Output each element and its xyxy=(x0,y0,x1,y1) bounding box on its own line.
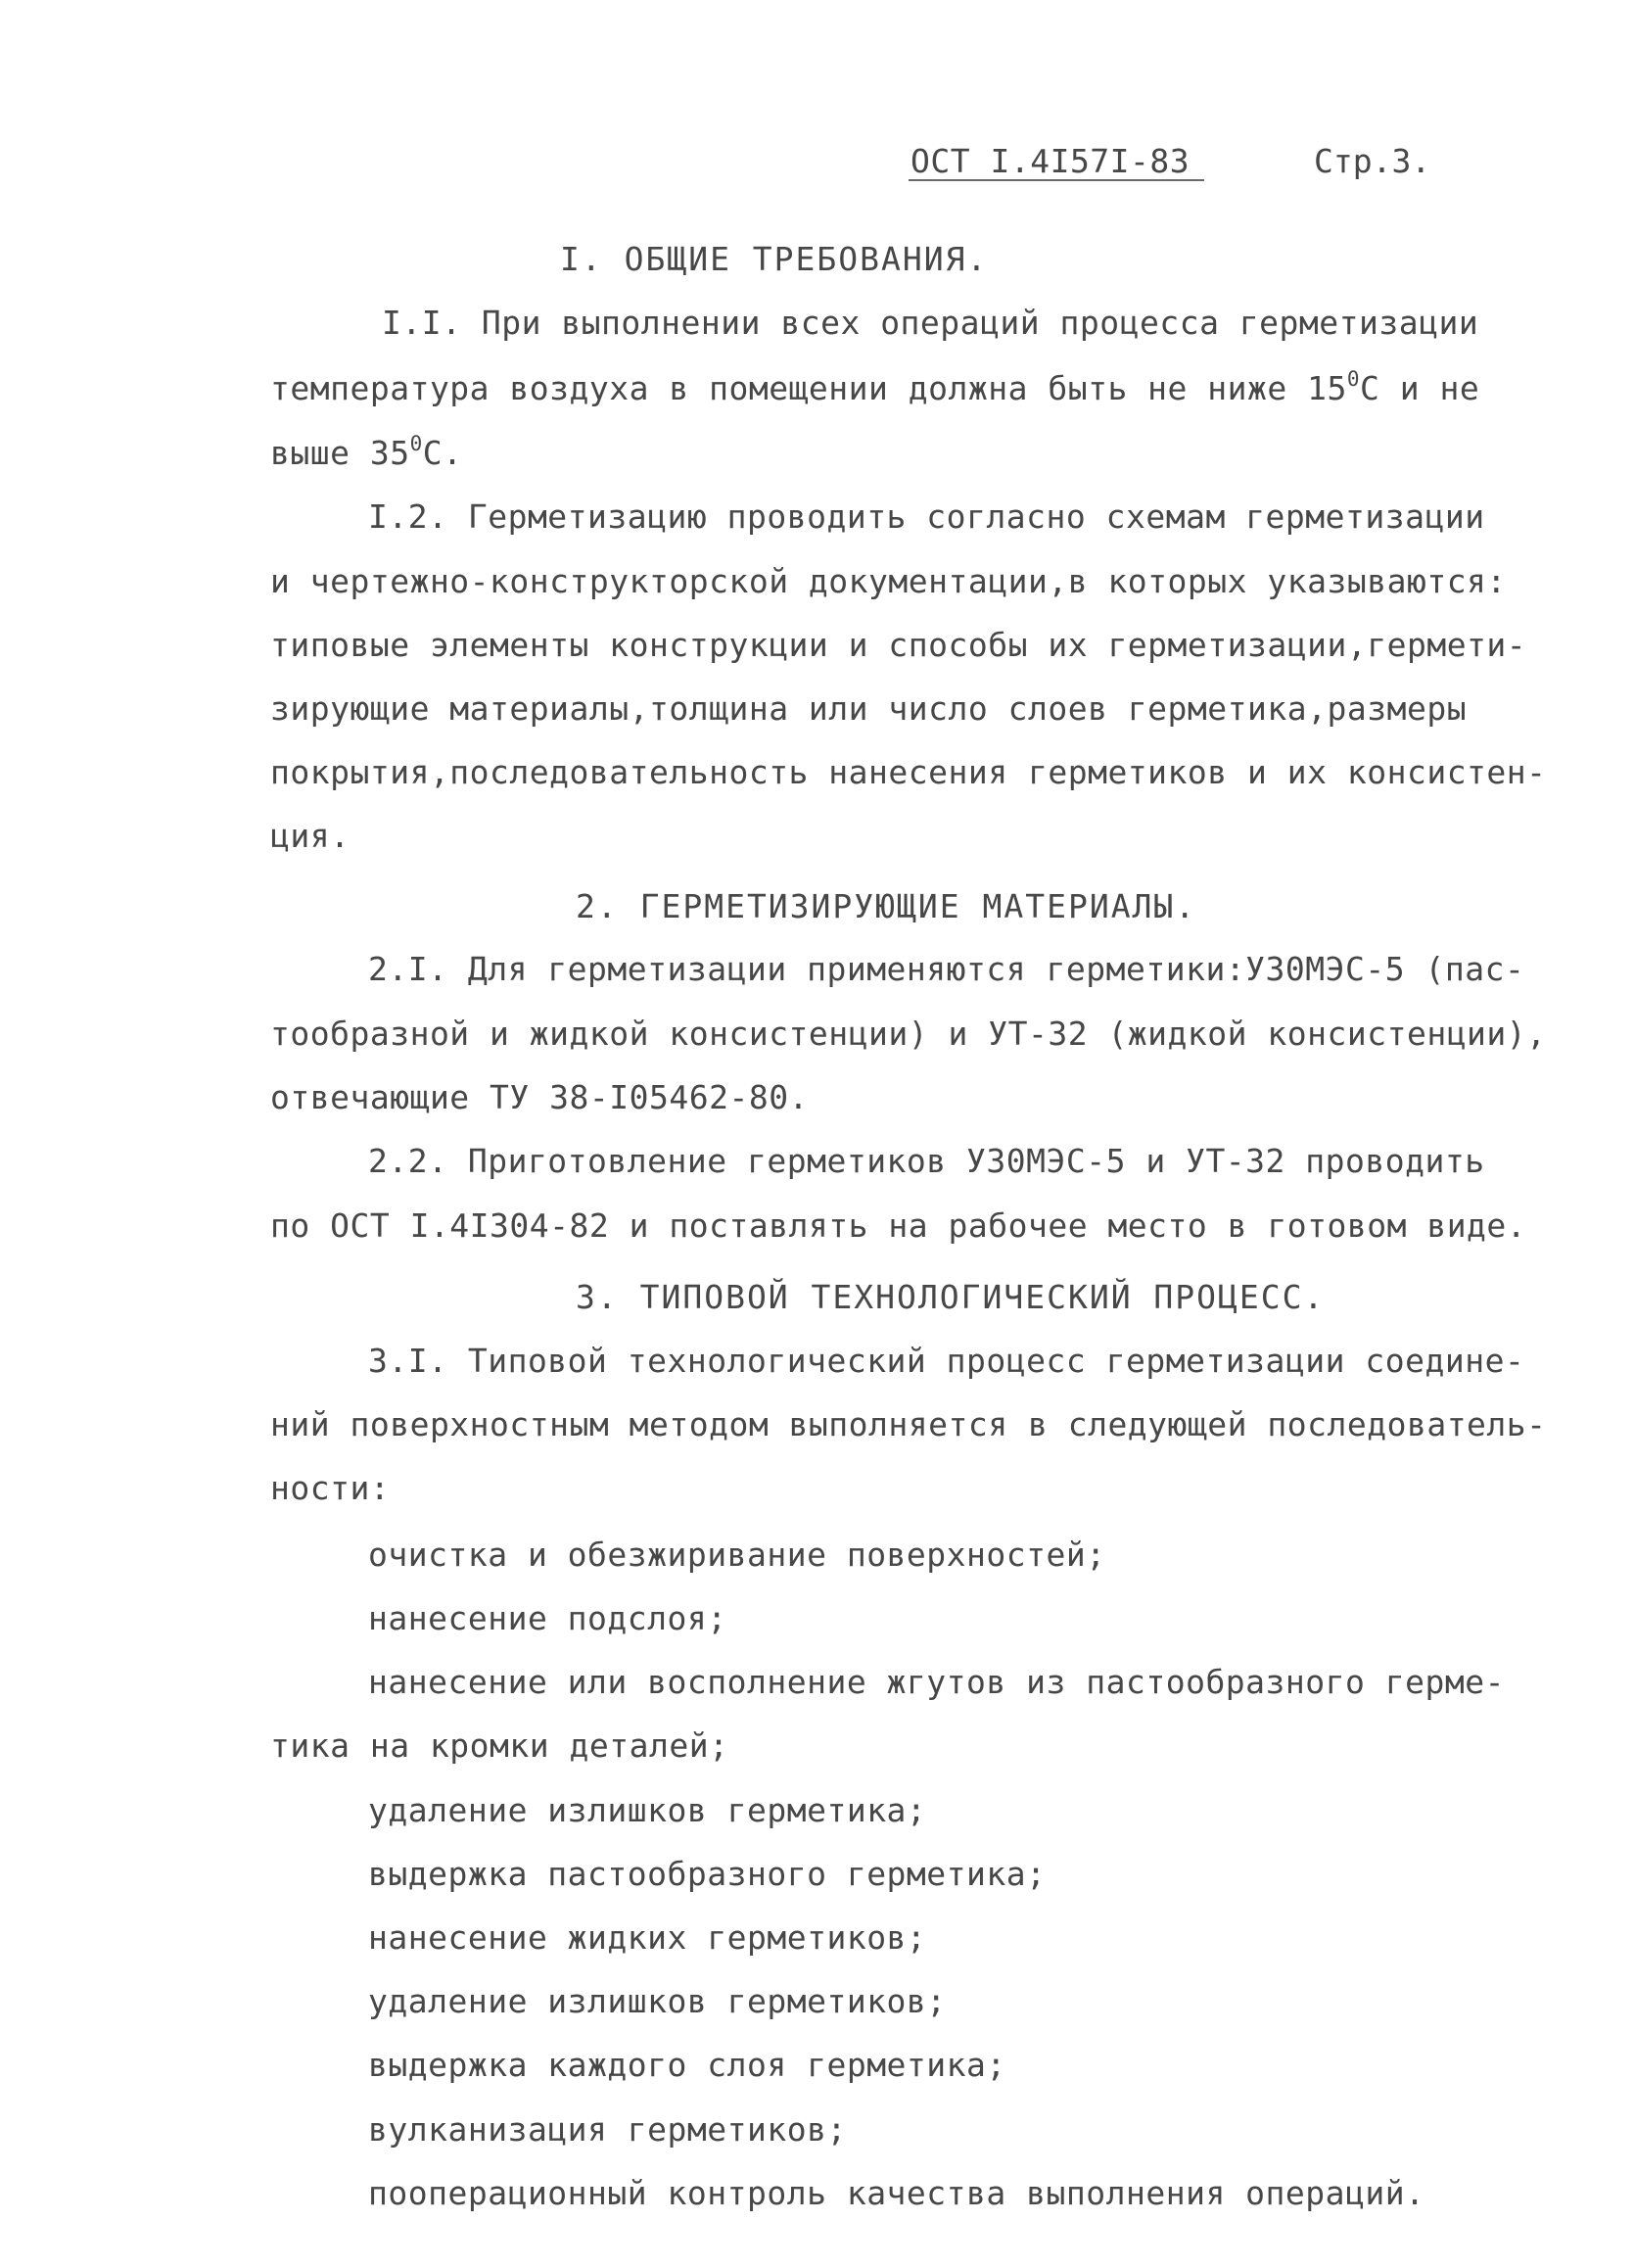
process-step: тика на кромки деталей; xyxy=(270,1726,729,1765)
paragraph-1-2-line: ция. xyxy=(270,817,350,855)
process-step: пооперационный контроль качества выполнения операций. xyxy=(368,2174,1425,2212)
section-1-title: I. ОБЩИЕ ТРЕБОВАНИЯ. xyxy=(560,240,989,278)
paragraph-1-2-line: и чертежно-конструкторской документации,в которых указываются: xyxy=(270,562,1507,600)
process-step: очистка и обезжиривание поверхностей; xyxy=(368,1536,1106,1574)
process-step: выдержка каждого слоя герметика; xyxy=(368,2046,1006,2084)
process-step: нанесение подслоя; xyxy=(368,1599,727,1637)
paragraph-2-2-line: по ОСТ I.4I304-82 и поставлять на рабочее место в готовом виде. xyxy=(270,1206,1527,1245)
process-step: нанесение жидких герметиков; xyxy=(368,1918,927,1957)
section-3-title: 3. ТИПОВОЙ ТЕХНОЛОГИЧЕСКИЙ ПРОЦЕСС. xyxy=(576,1278,1326,1316)
document-code-underline xyxy=(909,179,1204,181)
paragraph-1-1-line: температура воздуха в помещении должна быть не ниже $15^0С$ и не xyxy=(270,367,1480,407)
paragraph-3-1-line: 3.I. Типовой технологический процесс герметизации соедине- xyxy=(368,1342,1525,1380)
paragraph-1-2-line: типовые элементы конструкции и способы их герметизации,гермети- xyxy=(270,626,1527,664)
process-step: удаление излишков герметиков; xyxy=(368,1982,947,2020)
process-step: вулканизация герметиков; xyxy=(368,2110,847,2149)
process-step: нанесение или восполнение жгутов из пастообразного герме- xyxy=(368,1663,1505,1701)
paragraph-1-1-line: I.I. При выполнении всех операций процесса герметизации xyxy=(382,304,1479,342)
paragraph-1-2-line: покрытия,последовательность нанесения герметиков и их консистен- xyxy=(270,753,1547,791)
process-step: удаление излишков герметика; xyxy=(368,1791,927,1829)
paragraph-3-1-line: ности: xyxy=(270,1469,391,1507)
paragraph-3-1-line: ний поверхностным методом выполняется в следующей последователь- xyxy=(270,1405,1547,1443)
section-2-title: 2. ГЕРМЕТИЗИРУЮЩИЕ МАТЕРИАЛЫ. xyxy=(576,887,1197,925)
paragraph-2-1-line: тообразной и жидкой консистенции) и УТ-32 (жидкой консистенции), xyxy=(270,1015,1547,1053)
process-step: выдержка пастообразного герметика; xyxy=(368,1855,1047,1893)
paragraph-1-1-line: выше $35^0С$. xyxy=(270,432,463,472)
document-code: ОСТ I.4I57I-83 xyxy=(910,142,1190,180)
page-number: Стр.3. xyxy=(1314,142,1431,180)
paragraph-1-2-line: I.2. Герметизацию проводить согласно схемам герметизации xyxy=(368,497,1485,536)
paragraph-2-2-line: 2.2. Приготовление герметиков У30МЭС-5 и УТ-32 проводить xyxy=(368,1142,1485,1180)
paragraph-1-2-line: зирующие материалы,толщина или число слоев герметика,размеры xyxy=(270,689,1468,728)
paragraph-2-1-line: 2.I. Для герметизации применяются герметики:У30МЭС-5 (пас- xyxy=(368,950,1525,988)
paragraph-2-1-line: отвечающие ТУ 38-I05462-80. xyxy=(270,1078,809,1116)
